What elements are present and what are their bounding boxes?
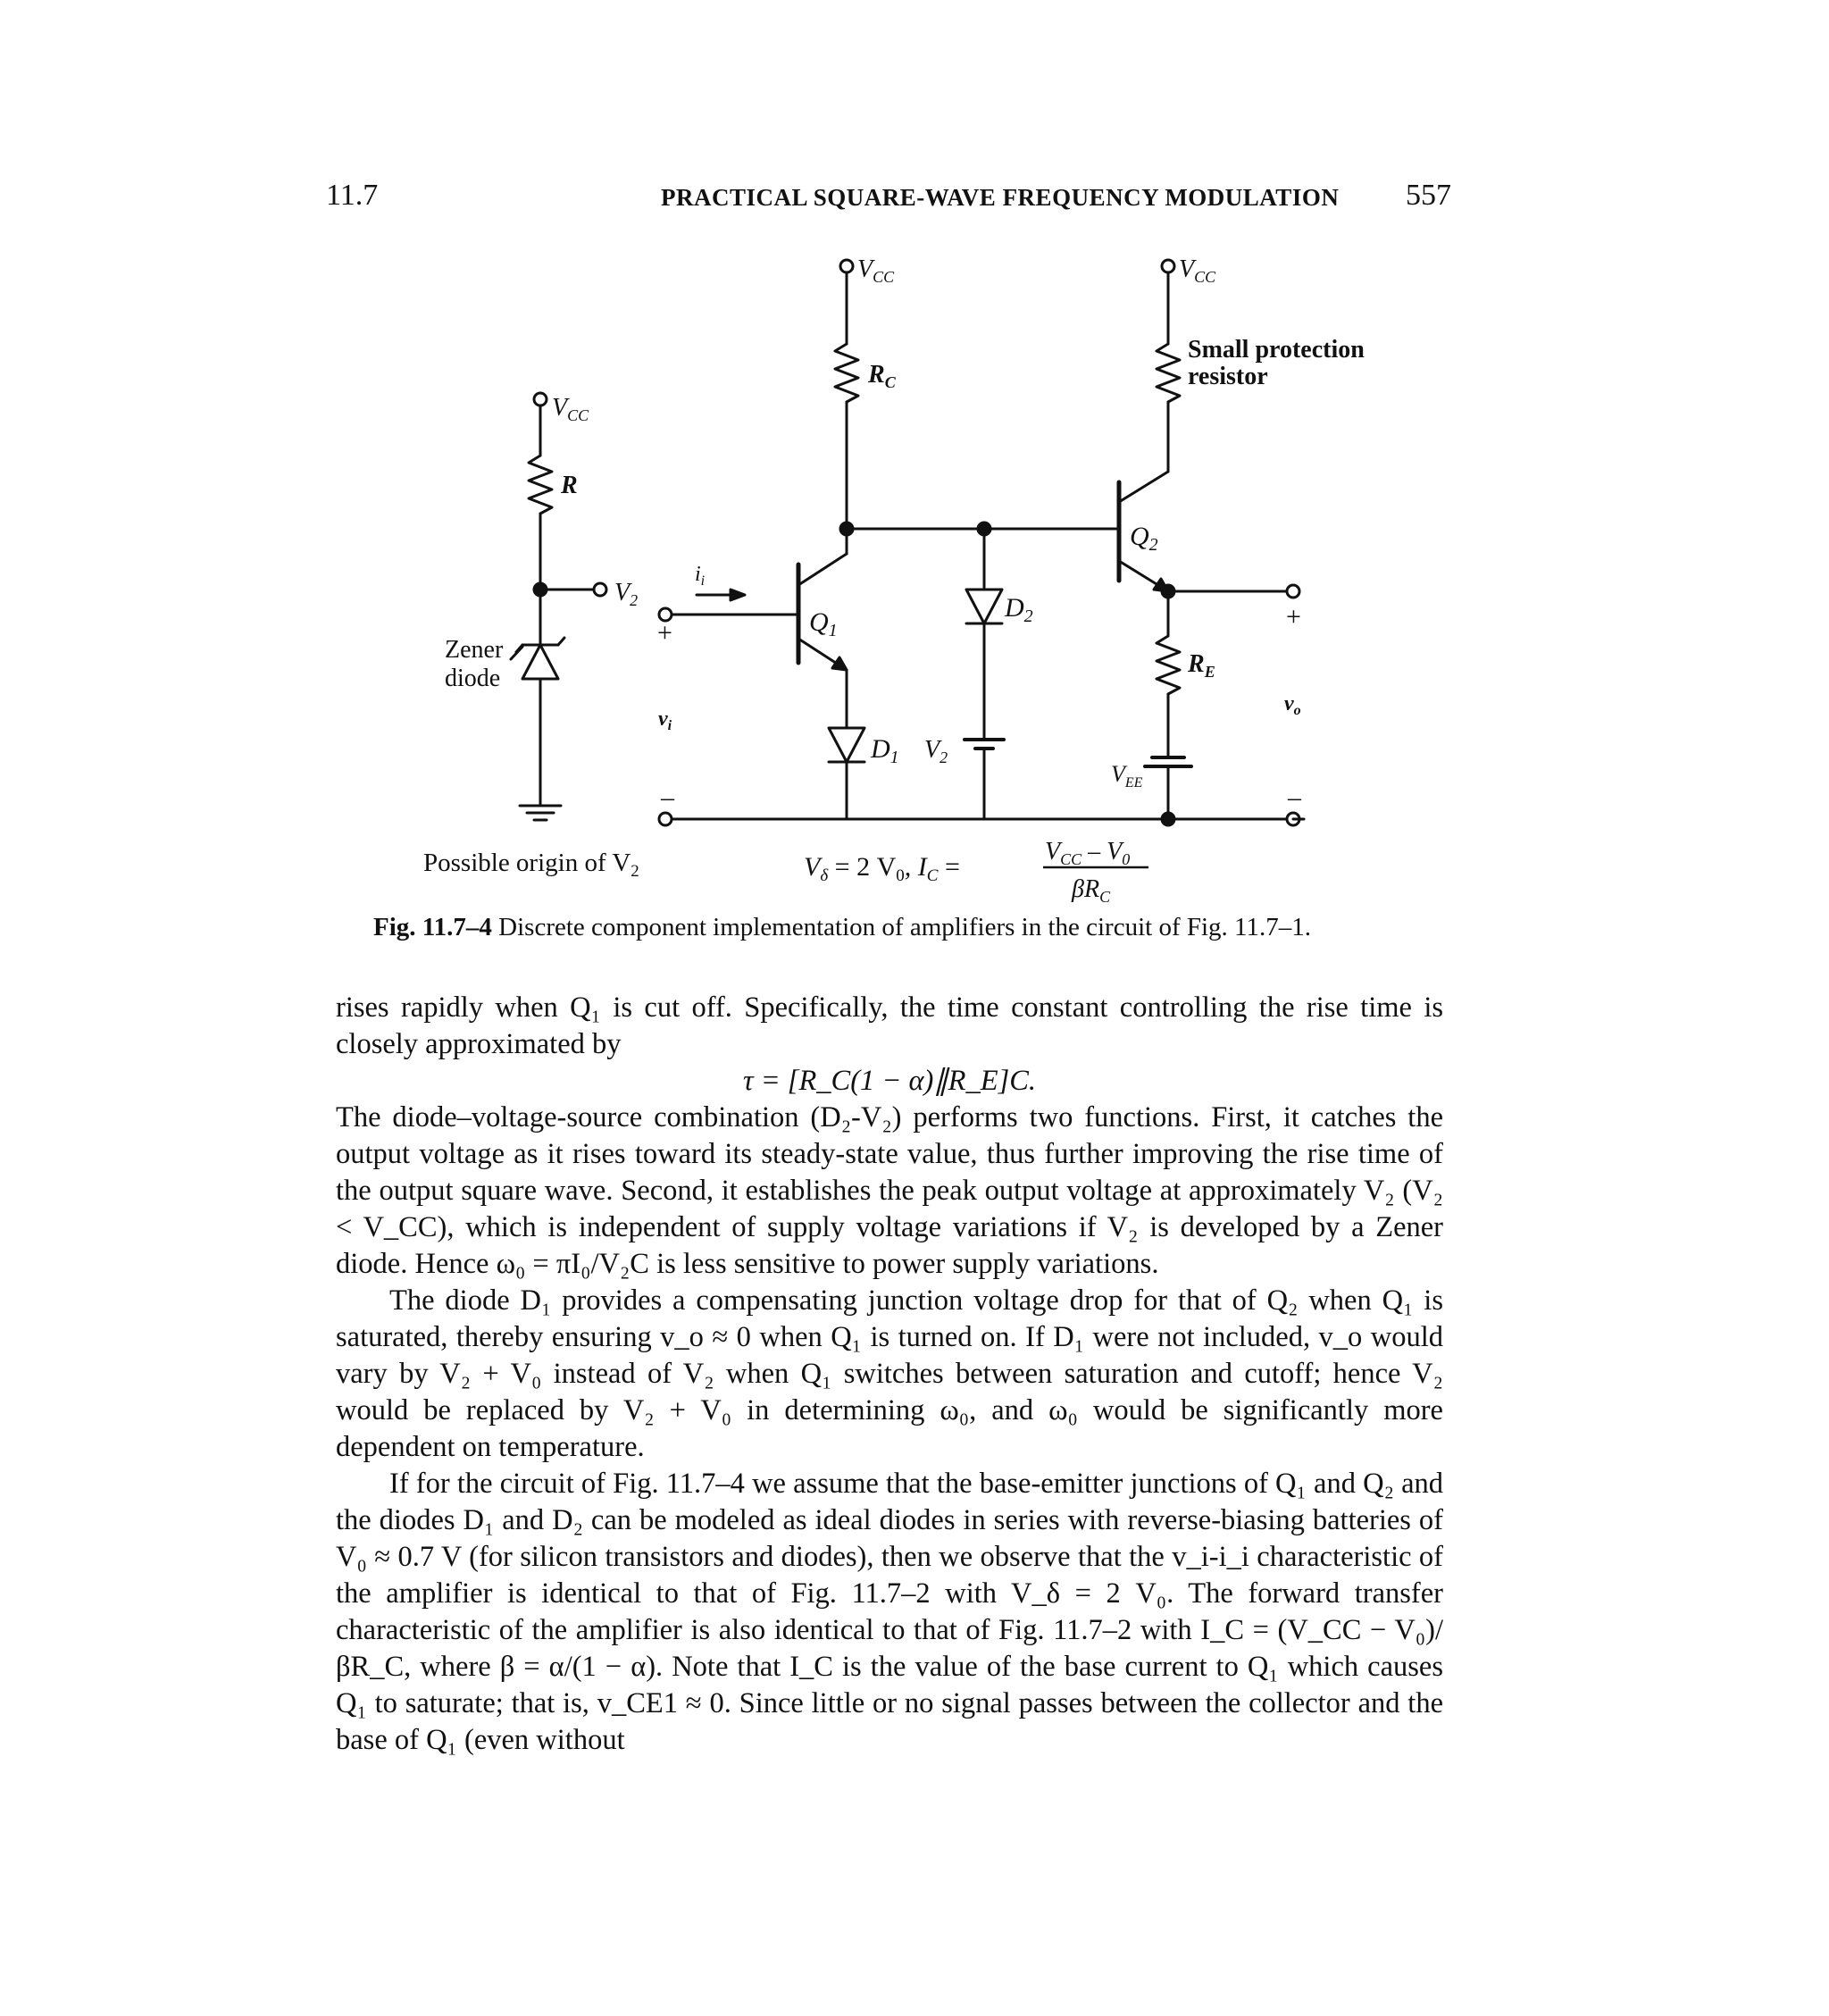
- caption-text: Discrete component implementation of amplifiers in the circuit of Fig. 11.7–1.: [498, 913, 1311, 941]
- label-origin: Possible origin of V: [423, 849, 631, 877]
- node-ground-right: [1162, 813, 1174, 825]
- label-zener-1: Zener: [445, 636, 504, 664]
- vcc-terminal-mid: [840, 260, 853, 272]
- label-vcc-right: V: [1179, 255, 1195, 283]
- label-rc: R: [868, 361, 885, 389]
- formula-denominator: βR: [1072, 875, 1100, 902]
- svg-text:RE: $R_E$: [1188, 650, 1215, 681]
- resistor-r: [529, 456, 552, 514]
- svg-text:D1: $D_1$: [871, 734, 899, 767]
- svg-text:RC: $R_C$: [868, 361, 896, 391]
- svg-text:V2: $V_2$: [614, 579, 639, 609]
- svg-text:Q2: $Q_2$: [1130, 522, 1158, 555]
- label-r: R: [561, 472, 578, 499]
- svg-text:vo: $v_o$: [1284, 692, 1301, 718]
- resistor-re: [1157, 636, 1180, 694]
- svg-text:βRC: $\beta R_C$: [1072, 875, 1111, 902]
- formula-vdelta: V: [804, 852, 821, 882]
- label-vo: v: [1284, 692, 1294, 715]
- svg-text:vi: $v_i$: [658, 707, 672, 733]
- svg-text:D2: $D_2$: [1005, 593, 1033, 626]
- label-output-plus: +: [1286, 602, 1301, 632]
- label-vcc-left: V: [552, 394, 568, 422]
- label-re: R: [1188, 650, 1205, 678]
- svg-text:Q1: $Q_1$: [809, 607, 838, 640]
- label-vi: v: [658, 707, 668, 731]
- resistor-protection: [1157, 344, 1180, 402]
- page-number: 557: [1406, 179, 1451, 212]
- svg-text:ii: $i_i$: [695, 563, 706, 589]
- circuit-diagram: [0, 241, 1829, 902]
- label-protection-1: Small protection: [1188, 336, 1365, 364]
- label-v2: V: [614, 579, 631, 606]
- label-vee: V: [1111, 761, 1125, 787]
- label-d1: D: [871, 734, 890, 764]
- svg-text:VCC: $V_{CC}$: [857, 255, 895, 286]
- body-text: [336, 990, 1443, 1759]
- label-output-minus: –: [1288, 782, 1301, 812]
- input-terminal-minus: [659, 813, 672, 825]
- zener-diode: [522, 645, 558, 679]
- paragraph-4: If for the circuit of Fig. 11.7–4 we assume that the base-emitter junctions of Q₁ and Q₂ and the diodes D₁ and D₂ can be modeled as ideal diodes in series with reverse-biasing batteries of V₀ ≈ 0.7 V (for silicon transistors and diodes), then we observe that the v_i-i_i characteristic of the amplifier is identical to that of Fig. 11.7–2 with V_δ = 2 V₀. The forward transfer characteristic of the amplifier is also identical to that of Fig. 11.7–2 with I_C = (V_CC − V₀)/βR_C, where β = α/(1 − α). Note that I_C is the value of the base current to Q₁ which causes Q₁ to saturate; that is, v_CE1 ≈ 0. Since little or no signal passes between the collector and the base of Q₁ (even without: [336, 1468, 1443, 1756]
- label-q2: Q: [1130, 522, 1149, 551]
- resistor-rc: [835, 344, 858, 402]
- running-title: PRACTICAL SQUARE-WAVE FREQUENCY MODULATION: [661, 184, 1340, 211]
- label-q1: Q: [809, 607, 829, 637]
- equation-tau: τ = [R_C(1 − α)∥R_E]C.: [742, 1065, 1037, 1097]
- svg-text:VCC – V0: $V_{CC} - V_0$: [1045, 838, 1131, 868]
- label-zener-2: diode: [445, 665, 501, 692]
- svg-text:V2: $V_2$: [924, 736, 948, 766]
- svg-text:VEE: $V_{EE}$: [1111, 761, 1143, 791]
- label-ii: i: [695, 563, 701, 586]
- paragraph-2: The diode–voltage-source combination (D₂-V₂) performs two functions. First, it catches the output voltage as it rises toward its steady-state value, thus further improving the rise time of the output square wave. Second, it establishes the peak output voltage at approximately V₂ (V₂ < V_CC), which is independent of supply voltage variations if V₂ is developed by a Zener diode. Hence ω₀ = πI₀/V₂C is less sensitive to power supply variations.: [336, 1101, 1443, 1280]
- paragraph-1: rises rapidly when Q₁ is cut off. Specifically, the time constant controlling the rise time is closely approximated by: [336, 991, 1443, 1060]
- page-header: [326, 179, 1451, 223]
- svg-text:VCC: $V_{CC}$: [1179, 255, 1216, 286]
- svg-text:VCC: $V_{CC}$: [552, 394, 589, 424]
- svg-text:Vδ = 2 V0, IC =: $V_\delta = 2$ $V_0$, $I_C$ =: [804, 852, 960, 885]
- label-d2: D: [1005, 593, 1024, 623]
- v2-terminal: [594, 583, 606, 596]
- diode-d2: [966, 590, 1002, 623]
- label-protection-2: resistor: [1188, 363, 1268, 390]
- section-number: 11.7: [326, 179, 379, 212]
- formula-numerator: V: [1045, 838, 1061, 866]
- caption-label: Fig. 11.7–4: [373, 913, 492, 941]
- paragraph-3: The diode D₁ provides a compensating junction voltage drop for that of Q₂ when Q₁ is saturated, thereby ensuring v_o ≈ 0 when Q₁ is turned on. If D₁ were not included, v_o would vary by V₂ + V₀ instead of V₂ when Q₁ switches between saturation and cutoff; hence V₂ would be replaced by V₂ + V₀ in determining ω₀, and ω₀ would be significantly more dependent on temperature.: [336, 1284, 1443, 1463]
- vcc-terminal-left: [534, 393, 547, 406]
- figure-caption: [373, 913, 1311, 942]
- label-input-plus: +: [657, 618, 672, 648]
- label-vcc-mid: V: [857, 255, 873, 283]
- label-input-minus: –: [661, 782, 674, 812]
- label-v2-battery: V: [924, 736, 940, 764]
- diode-d1: [829, 728, 864, 762]
- vcc-terminal-right: [1162, 260, 1174, 272]
- output-terminal-plus: [1287, 585, 1299, 598]
- svg-text:Possible origin of V2: Possible origin of $V_2$: [423, 849, 639, 881]
